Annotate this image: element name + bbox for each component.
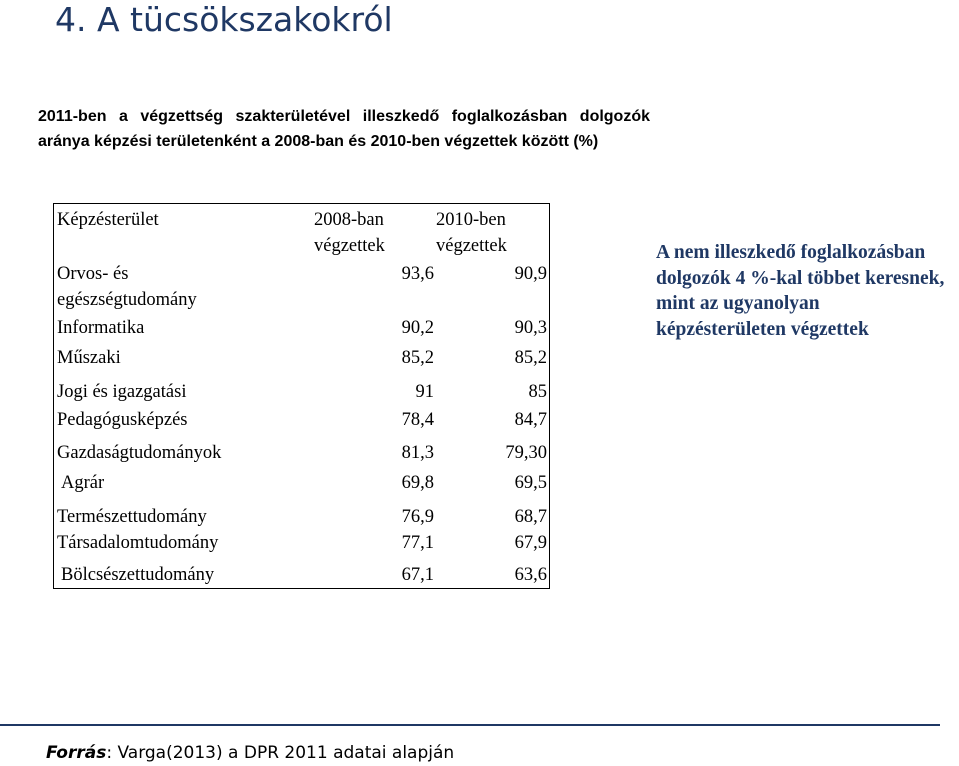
row-value-2008: 81,3 xyxy=(401,443,434,463)
row-name: Műszaki xyxy=(57,348,121,368)
row-name: Bölcsészettudomány xyxy=(61,565,215,585)
row-value-2010: 85 xyxy=(528,382,547,402)
table-caption: 2011-ben a végzettség szakterületével illeszkedő foglalkozásban dolgozók aránya képzési területenként a 2008-ban és 2010-ben végzettek között (%) xyxy=(38,108,650,150)
row-value-2010: 79,30 xyxy=(505,443,547,463)
row-value-2008: 77,1 xyxy=(401,533,434,553)
row-value-2010: 68,7 xyxy=(514,507,547,527)
row-value-2010: 67,9 xyxy=(514,533,547,553)
data-table xyxy=(53,203,550,589)
row-value-2010: 90,3 xyxy=(514,318,547,338)
row-name: Pedagógusképzés xyxy=(57,410,188,430)
source-label: Forrás xyxy=(46,743,107,763)
row-value-2008: 90,2 xyxy=(401,318,434,338)
row-value-2008: 69,8 xyxy=(401,473,434,493)
row-value-2010: 69,5 xyxy=(514,473,547,493)
row-value-2010: 84,7 xyxy=(514,410,547,430)
row-name: Agrár xyxy=(61,473,105,493)
callout-note: A nem illeszkedő foglalkozásban dolgozók 4 %-kal többet keresnek, mint az ugyanolyan képzésterületen végzettek xyxy=(656,242,945,340)
header-2008-line2: végzettek xyxy=(314,236,385,256)
row-name: Informatika xyxy=(57,318,145,338)
row-value-2010: 63,6 xyxy=(514,565,547,585)
row-name: Társadalomtudomány xyxy=(57,533,219,553)
row-name: Orvos- és xyxy=(57,264,129,284)
footer-divider xyxy=(0,724,940,726)
row-value-2008: 93,6 xyxy=(401,264,434,284)
slide-title: 4. A tücsökszakokról xyxy=(55,0,393,39)
row-name: egészségtudomány xyxy=(57,290,197,310)
source-text: : Varga(2013) a DPR 2011 adatai alapján xyxy=(106,743,455,763)
row-value-2008: 67,1 xyxy=(401,565,434,585)
header-field: Képzésterület xyxy=(57,210,159,230)
header-2008-line1: 2008-ban xyxy=(314,210,384,230)
row-value-2008: 78,4 xyxy=(401,410,434,430)
row-value-2010: 85,2 xyxy=(514,348,547,368)
row-value-2008: 85,2 xyxy=(401,348,434,368)
row-value-2010: 90,9 xyxy=(514,264,547,284)
row-value-2008: 76,9 xyxy=(401,507,434,527)
header-2010-line2: végzettek xyxy=(436,236,507,256)
row-name: Természettudomány xyxy=(57,507,207,527)
row-name: Gazdaságtudományok xyxy=(57,443,222,463)
source-citation xyxy=(46,740,454,766)
row-value-2008: 91 xyxy=(415,382,434,402)
header-2010-line1: 2010-ben xyxy=(436,210,506,230)
row-name: Jogi és igazgatási xyxy=(57,382,187,402)
